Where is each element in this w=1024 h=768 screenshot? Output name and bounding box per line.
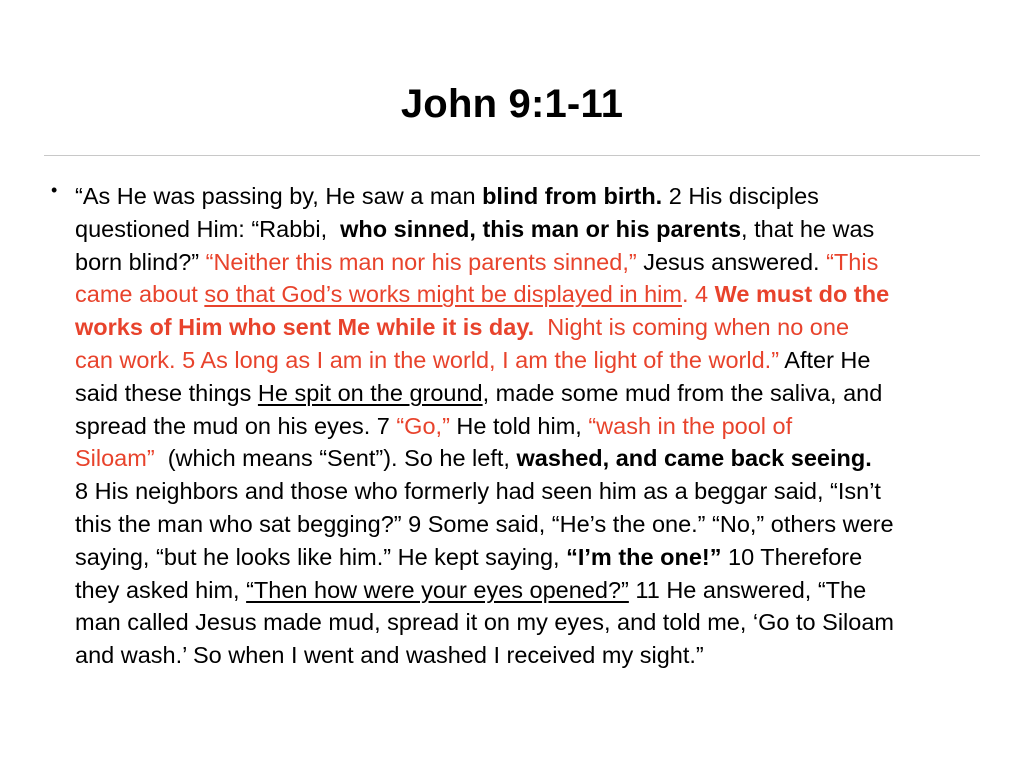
passage-segment: born blind?” xyxy=(75,248,206,275)
passage-segment: “Neither this man nor his parents sinned,” xyxy=(205,248,637,275)
passage-segment: Siloam” xyxy=(75,445,155,472)
passage-segment: 2 His disciples xyxy=(662,183,819,209)
passage-segment: who sinned, this man or his parents xyxy=(340,215,742,242)
passage-line xyxy=(75,213,985,246)
passage-segment: Jesus answered. xyxy=(636,248,827,275)
passage-segment: questioned Him: “Rabbi, xyxy=(75,215,341,242)
passage-segment: “Go,” xyxy=(396,412,450,439)
passage-segment: “Then how were your eyes opened?” xyxy=(246,576,629,603)
passage-segment: they asked him, xyxy=(75,576,247,603)
passage-line xyxy=(75,278,985,311)
bullet-marker: • xyxy=(51,180,58,200)
passage-segment: works of Him who sent Me while it is day. xyxy=(75,314,535,341)
passage-line xyxy=(75,442,985,475)
passage-line xyxy=(75,574,985,607)
passage-segment: Night is coming when no one xyxy=(534,314,850,341)
passage-segment: “This xyxy=(826,248,879,275)
passage-segment: so that God’s works might be displayed in him xyxy=(204,281,682,308)
passage-line xyxy=(75,344,985,377)
passage-segment: After He xyxy=(779,346,871,373)
passage-segment: He spit on the ground xyxy=(257,379,483,406)
passage-line xyxy=(75,639,985,672)
scripture-passage xyxy=(75,180,985,672)
passage-segment: this the man who sat begging?” 9 Some said, “He’s the one.” “No,” others were xyxy=(75,510,894,537)
passage-segment: blind from birth. xyxy=(482,183,663,209)
passage-line xyxy=(75,377,985,410)
passage-line xyxy=(75,410,985,443)
passage-segment: came about xyxy=(75,281,205,308)
passage-segment: “wash in the pool of xyxy=(588,412,793,439)
passage-line xyxy=(75,311,985,344)
passage-segment: We must do the xyxy=(714,281,890,308)
passage-segment: said these things xyxy=(75,379,258,406)
passage-line xyxy=(75,246,985,279)
passage-segment: 10 Therefore xyxy=(721,543,863,570)
passage-segment: He told him, xyxy=(449,412,589,439)
passage-line xyxy=(75,508,985,541)
passage-segment: spread the mud on his eyes. 7 xyxy=(75,412,397,439)
passage-segment: 11 He answered, “The xyxy=(628,576,867,603)
passage-segment: “As He was passing by, He saw a man xyxy=(75,183,483,209)
passage-line xyxy=(75,180,985,213)
passage-segment: (which means “Sent”). So he left, xyxy=(154,445,517,472)
passage-segment: , that he was xyxy=(741,215,875,242)
passage-segment: man called Jesus made mud, spread it on my eyes, and told me, ‘Go to Siloam xyxy=(75,609,894,636)
slide-title: John 9:1-11 xyxy=(400,82,624,126)
passage-segment: washed, and came back seeing. xyxy=(516,445,872,472)
passage-line xyxy=(75,475,985,508)
passage-segment: 8 His neighbors and those who formerly had seen him as a beggar said, “Isn’t xyxy=(75,478,881,505)
passage-segment: can work. 5 As long as I am in the world, I am the light of the world.” xyxy=(75,346,780,373)
passage-segment: saying, “but he looks like him.” He kept saying, xyxy=(75,543,567,570)
passage-segment: “I’m the one!” xyxy=(566,543,722,570)
passage-segment: . 4 xyxy=(681,281,715,308)
passage-segment: , made some mud from the saliva, and xyxy=(482,379,883,406)
passage-line xyxy=(75,541,985,574)
title-divider xyxy=(44,155,980,156)
passage-segment: and wash.’ So when I went and washed I received my sight.” xyxy=(75,642,704,669)
passage-line xyxy=(75,606,985,639)
